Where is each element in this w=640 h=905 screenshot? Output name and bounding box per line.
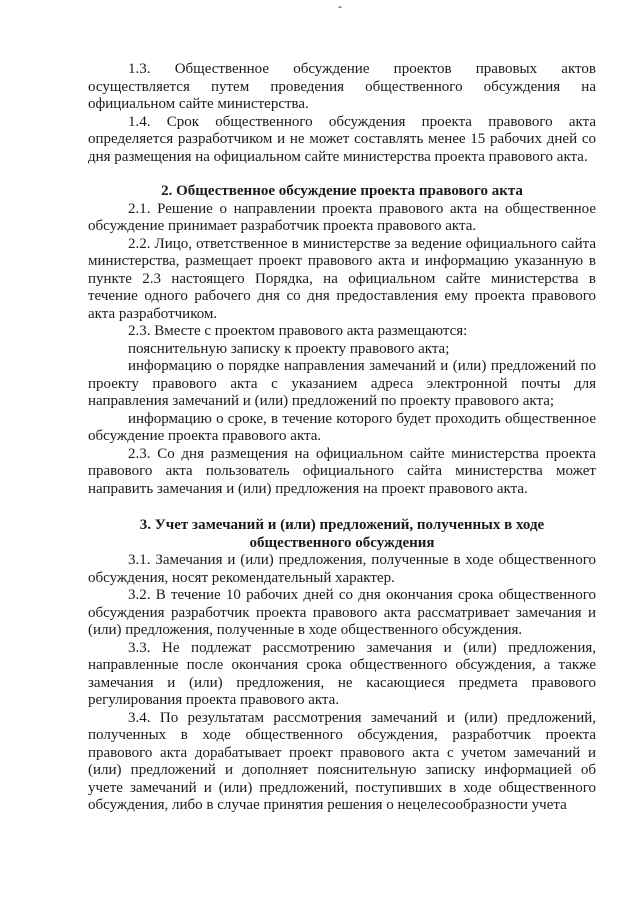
paragraph-2-3-second: 2.3. Со дня размещения на официальном сайте министерства проекта правового акта пользователь официального сайта министерства может направить замечания и (или) предложения на проект правового акта. bbox=[88, 445, 596, 497]
paragraph-3-4: 3.4. По результатам рассмотрения замечаний и (или) предложений, полученных в ходе общественного обсуждения, разработчик проекта правового акта дорабатывает проект правового акта с учетом замечаний и (или) предложений и дополняет пояснительную записку информацией об учете замечаний и (или) предложений, поступивших в ходе общественного обсуждения, либо в случае принятия решения о нецелесообразности учета bbox=[88, 709, 596, 813]
section-2-title: 2. Общественное обсуждение проекта правового акта bbox=[161, 183, 523, 199]
document-body bbox=[88, 61, 596, 815]
page-mark: - bbox=[338, 0, 342, 13]
section-3-title-line-2: общественного обсуждения bbox=[249, 534, 435, 551]
paragraph-1-3: 1.3. Общественное обсуждение проектов правовых актов осуществляется путем проведения общественного обсуждения на официальном сайте министерства. bbox=[88, 61, 596, 112]
section-3-title bbox=[88, 517, 596, 552]
list-item-explanatory-note: пояснительную записку к проекту правового акта; bbox=[128, 340, 450, 357]
paragraph-1-4: 1.4. Срок общественного обсуждения проекта правового акта определяется разработчиком и не может составлять менее 15 рабочих дней со дня размещения на официальном сайте министерства проекта правового акта. bbox=[88, 113, 596, 165]
paragraph-3-3: 3.3. Не подлежат рассмотрению замечания и (или) предложения, направленные после окончания срока общественного обсуждения, а также замечания и (или) предложения, не касающиеся предмета правового регулирования проекта правового акта. bbox=[88, 639, 596, 708]
list-item-procedure-info: информацию о порядке направления замечаний и (или) предложений по проекту правового акта с указанием адреса электронной почты для направления замечаний и (или) предложений по проекту правового акта; bbox=[88, 358, 596, 409]
list-item-term-info: информацию о сроке, в течение которого будет проходить общественное обсуждение проекта правового акта. bbox=[88, 410, 596, 444]
section-3-title-line-1: 3. Учет замечаний и (или) предложений, полученных в ходе bbox=[139, 517, 545, 533]
paragraph-3-2: 3.2. В течение 10 рабочих дней со дня окончания срока общественного обсуждения разработчик проекта правового акта рассматривает замечания и (или) предложения, полученные в ходе общественного обсуждения. bbox=[88, 587, 596, 638]
paragraph-2-2: 2.2. Лицо, ответственное в министерстве за ведение официального сайта министерства, размещает проект правового акта и информацию указанную в пункте 2.3 настоящего Порядка, на официальном сайте министерства в течение одного рабочего дня со дня предоставления ему проекта правового акта разработчиком. bbox=[88, 235, 596, 322]
paragraph-2-3: 2.3. Вместе с проектом правового акта размещаются: bbox=[128, 323, 468, 339]
paragraph-2-1: 2.1. Решение о направлении проекта правового акта на общественное обсуждение принимает разработчик проекта правового акта. bbox=[88, 200, 596, 234]
paragraph-3-1: 3.1. Замечания и (или) предложения, полученные в ходе общественного обсуждения, носят рекомендательный характер. bbox=[88, 552, 596, 586]
